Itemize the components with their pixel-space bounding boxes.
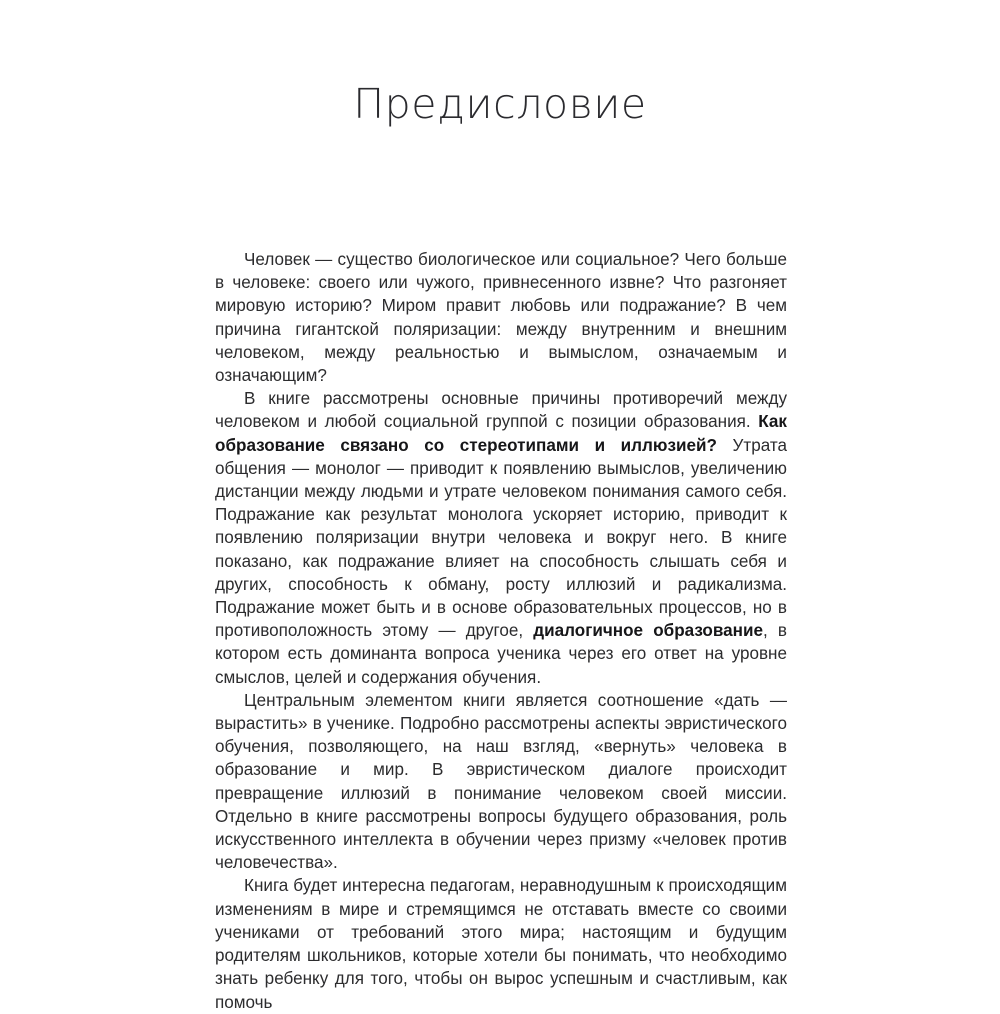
body-text-column	[215, 248, 787, 1014]
paragraph	[215, 689, 787, 875]
text-run: Утрата общения — монолог — приводит к появлению вымыслов, увеличению дистанции между людьми и утрате человеком понимания самого себя. Подражание как результат монолога ускоряет историю, приводит к появлению поляризации внутри человека и вокруг него. В книге показано, как подражание влияет на способность слышать себя и других, способность к обману, росту иллюзий и радикализма. Подражание может быть и в основе образовательных процессов, но в противоположность этому — другое,	[215, 435, 787, 641]
text-run: , в котором есть доминанта вопроса ученика через его ответ на уровне смыслов, целей и содержания обучения.	[215, 621, 787, 687]
text-run: В книге рассмотрены основные причины противоречий между человеком и любой социальной группой с позиции образования.	[215, 389, 787, 432]
text-run: Книга будет интересна педагогам, неравнодушным к происходящим изменениям в мире и стремящимся не отставать вместе со своими учениками от требований этого мира; настоящим и будущим родителям школьников, которые хотели бы понимать, что необходимо знать ребенку для того, чтобы он вырос успешным и счастливым, как помочь	[215, 876, 787, 1012]
paragraph	[215, 248, 787, 387]
text-run: Человек — существо биологическое или социальное? Чего больше в человеке: своего или чужого, привнесенного извне? Что разгоняет мировую историю? Миром правит любовь или подражание? В чем причина гигантской поляризации: между внутренним и внешним человеком, между реальностью и вымыслом, означаемым и означающим?	[215, 250, 787, 386]
page-title: Предисловие	[353, 80, 647, 129]
emphasized-text-run: Как образование связано со стереотипами и иллюзией?	[215, 412, 787, 455]
emphasized-text-run: диалогичное образование	[533, 621, 764, 641]
paragraph	[215, 874, 787, 1013]
text-run: Центральным элементом книги является соотношение «дать — вырастить» в ученике. Подробно рассмотрены аспекты эвристического обучения, позволяющего, на наш взгляд, «вернуть» человека в образование и мир. В эвристическом диалоге происходит превращение иллюзий в понимание человеком своей миссии. Отдельно в книге рассмотрены вопросы будущего образования, роль искусственного интеллекта в обучении через призму «человек против человечества».	[215, 690, 787, 873]
paragraph	[215, 387, 787, 689]
